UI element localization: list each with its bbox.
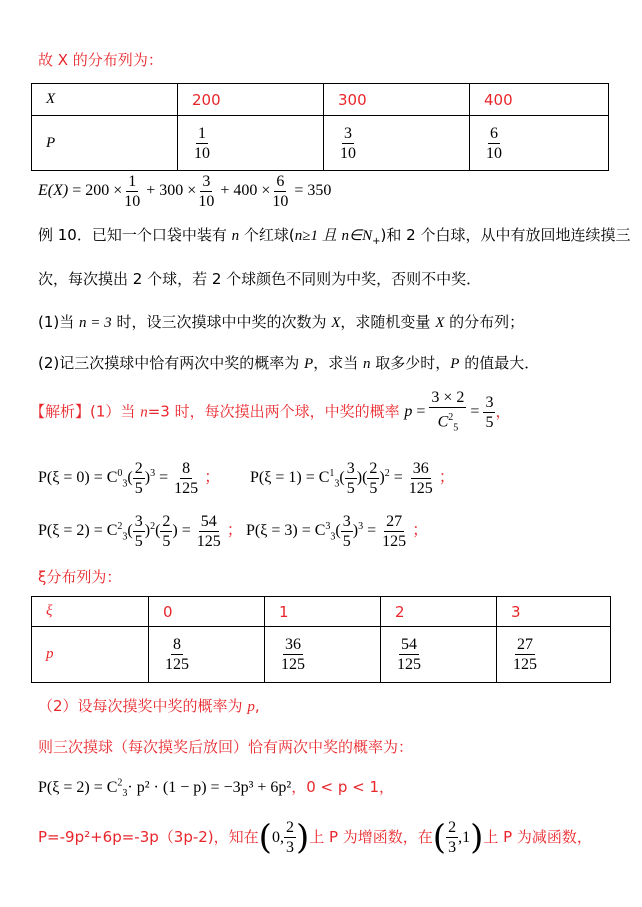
prob-xi-3: $P(\xi = 3) = C^3_3$( $\frac{3}{5}$ )$^3$ = $\frac{27}{125}$ ； <box>246 513 429 550</box>
table-cell: 0 <box>149 597 265 627</box>
table-cell: P <box>32 116 178 171</box>
fraction: $\frac{1}{10}$ <box>194 124 210 162</box>
table-row <box>32 116 609 171</box>
fraction: $\frac{6}{10}$ <box>486 124 502 162</box>
table-cell <box>470 116 609 171</box>
table-row <box>32 627 611 683</box>
example-line-1: 例 10．已知一个口袋中装有 n 个红球(n≥1 且 $n\in N_+$)和 2 个白球，从中有放回地连续摸三 <box>38 226 631 247</box>
table-cell: $\frac{36}{125}$ <box>265 627 381 683</box>
part2-equation: $P(\xi = 2) = C^2_3\cdot p^2 \cdot (1 - p) = -3p^3 + 6p^2$，0 < p < 1， <box>38 777 395 800</box>
part2-last-line: P=-9p²+6p=-3p（3p-2)，知在(0, $\frac{2}{3}$ )上 P 为增函数，在( $\frac{2}{3}$ ,1)上 P 为减函数， <box>38 817 592 858</box>
table-cell: 2 <box>381 597 497 627</box>
distribution-table-xi <box>31 596 611 683</box>
fraction: $\frac{3}{10}$ <box>340 124 356 162</box>
prob-xi-0: $P(\xi = 0) = C^0_3$( $\frac{2}{5}$ )$^3$ = $\frac{8}{125}$ ； <box>38 460 221 497</box>
question-2: (2)记三次摸球中恰有两次中奖的概率为 P，求当 n 取多少时，P 的值最大． <box>38 354 540 372</box>
example-line-2: 次，每次摸出 2 个球，若 2 个球颜色不同则为中奖，否则不中奖． <box>38 270 482 288</box>
table-cell: p <box>32 627 149 683</box>
part2-line-2: 则三次摸球（每次摸奖后放回）恰有两次中奖的概率为： <box>38 738 414 756</box>
table-cell: ξ <box>32 597 149 627</box>
table-cell: $\frac{8}{125}$ <box>149 627 265 683</box>
prob-xi-1: $P(\xi = 1) = C^1_3$( $\frac{3}{5}$ )( $\frac{2}{5}$ )$^2$ = $\frac{36}{125}$ ； <box>250 460 455 497</box>
table-cell: 3 <box>497 597 611 627</box>
intro-label: 故 X 的分布列为： <box>38 51 163 69</box>
distribution-table-x <box>31 83 609 171</box>
table-cell <box>324 116 470 171</box>
table-row <box>32 84 609 116</box>
expectation-formula: E(X) = 200 × $\frac{1}{10}$ + 300 × $\frac{3}{10}$ + 400 × $\frac{6}{10}$ = 350 <box>38 173 332 210</box>
table-cell: X <box>32 84 178 116</box>
solution-header: 【解析】(1）当 n=3 时，每次摸出两个球，中奖的概率 p = $\frac{3 \times 2}{C^2_5}$ = $\frac{3}{5}$ ， <box>30 389 511 434</box>
table-cell: 400 <box>470 84 609 116</box>
table-cell: $\frac{54}{125}$ <box>381 627 497 683</box>
dist2-label: ξ分布列为： <box>38 568 122 586</box>
table-row <box>32 597 611 627</box>
question-1: (1)当 n = 3 时，设三次摸球中中奖的次数为 X，求随机变量 X 的分布列； <box>38 313 525 331</box>
table-cell: 1 <box>265 597 381 627</box>
table-cell: 200 <box>178 84 324 116</box>
prob-xi-2: $P(\xi = 2) = C^2_3$( $\frac{3}{5}$ )$^2$( $\frac{2}{5}$ ) = $\frac{54}{125}$ ； <box>38 513 243 550</box>
table-cell <box>178 116 324 171</box>
part2-line-1: （2）设每次摸奖中奖的概率为 p, <box>38 697 260 715</box>
table-cell: $\frac{27}{125}$ <box>497 627 611 683</box>
table-cell: 300 <box>324 84 470 116</box>
